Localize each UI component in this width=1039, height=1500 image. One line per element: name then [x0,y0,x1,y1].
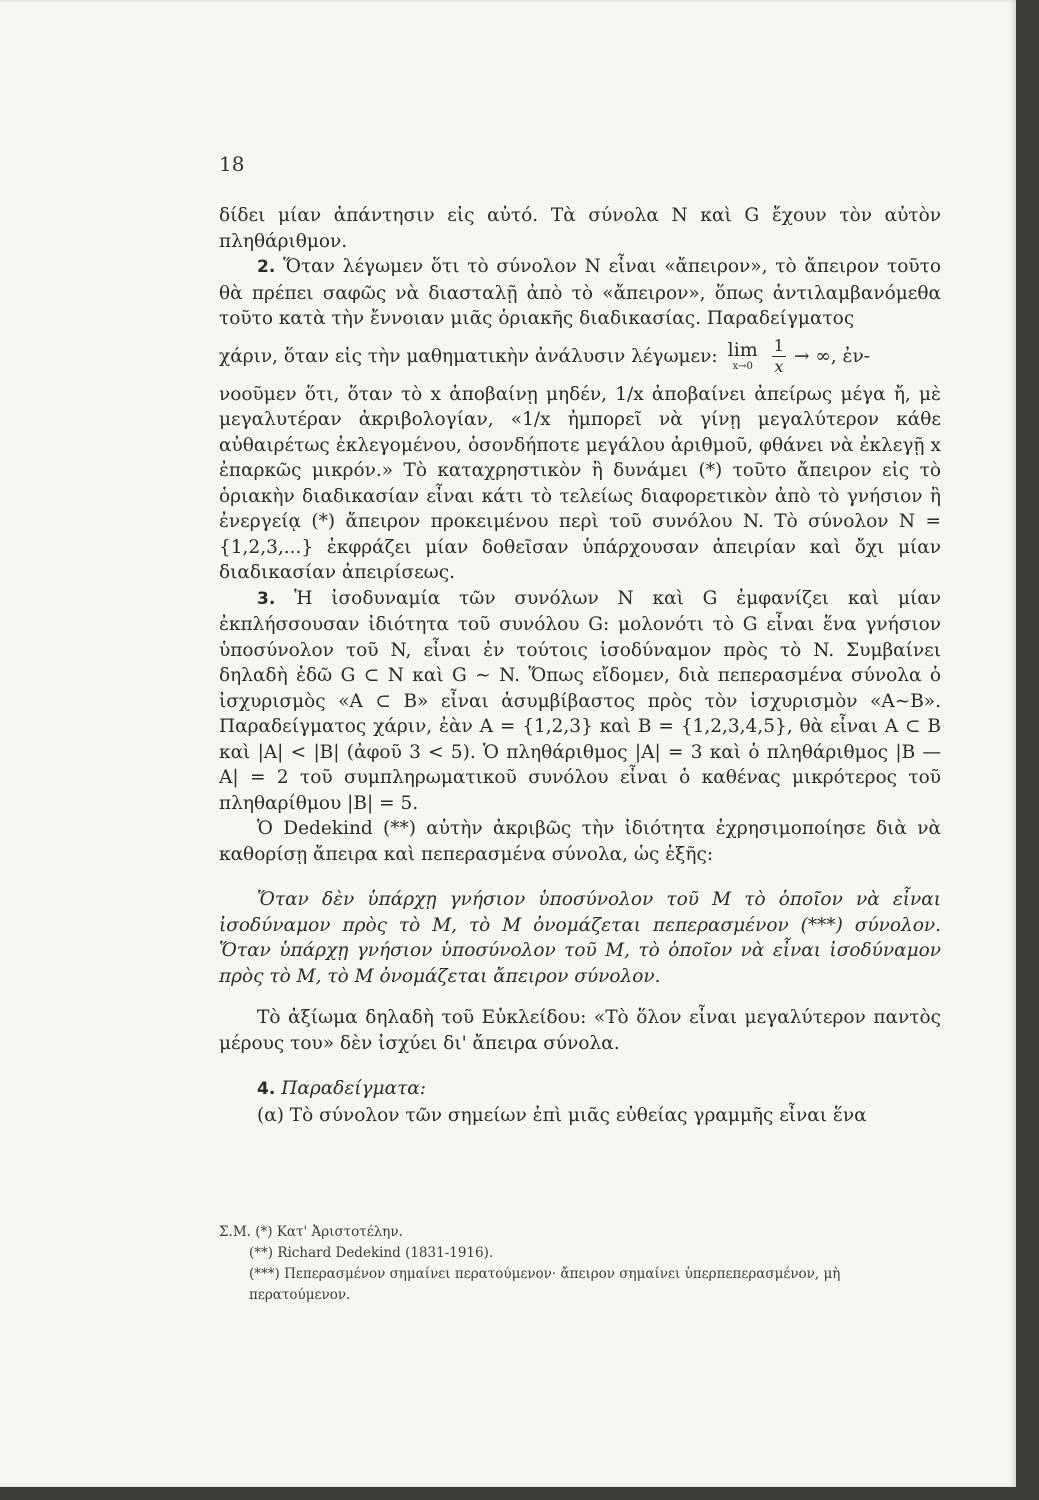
section-4-heading [219,1076,941,1103]
section-2-continuation: νοοῦμεν ὅτι, ὅταν τὸ x ἀποβαίνῃ μηδέν, 1/x ἀποβαίνει ἀπείρως μέγα ἤ, μὲ μεγαλυτέραν ἀκριβολογίαν, «1/x ἠμπορεῖ νὰ γίνῃ μεγαλύτερον κάθε αὐθαιρέτως ἐκλεγομένου, ὁσονδήποτε μεγάλου ἀριθμοῦ, φθάνει νὰ ἐκλεγῇ x ἐπαρκῶς μικρόν.» Τὸ καταχρηστικὸν ἢ δυνάμει (*) τοῦτο ἄπειρον εἰς τὸ ὁριακὴν διαδικασίαν εἶναι κάτι τὸ τελείως διαφορετικὸν ἀπὸ τὸ γνήσιον ἢ ἐνεργείᾳ (*) ἄπειρον προκειμένου περὶ τοῦ συνόλου N. Τὸ σύνολον N = {1,2,3,...} ἐκφράζει μίαν δοθεῖσαν ὑπάρχουσαν ἀπειρίαν καὶ ὄχι μίαν διαδικασίαν ἀπειρίσεως. [219,383,941,583]
lim-subscript: x→0 [732,361,753,372]
section-4-title: Παραδείγματα: [281,1078,427,1099]
fraction-numerator: 1 [773,336,784,355]
page-number: 18 [219,152,245,176]
section-2-paragraph [219,254,941,332]
example-a-paragraph: (α) Τὸ σύνολον τῶν σημείων ἐπὶ μιᾶς εὐθείας γραμμῆς εἶναι ἕνα [257,1104,867,1126]
fraction-denominator: x [774,357,784,376]
section-number: 3. [257,588,276,609]
footnote-1: Σ.Μ. (*) Κατ' Ἀριστοτέλην. [219,1224,403,1240]
section-number: 2. [257,257,276,277]
formula-lead-text: χάριν, ὅταν εἰς τὴν μαθηματικὴν ἀνάλυσιν λέγωμεν: [219,345,718,367]
footnotes [219,1222,944,1306]
section-number: 4. [257,1079,276,1099]
body-text [219,203,941,1128]
section-3-paragraph [219,586,941,817]
euclid-paragraph: Τὸ ἀξίωμα δηλαδὴ τοῦ Εὐκλείδου: «Τὸ ὅλον εἶναι μεγαλύτερον παντὸς μέρους του» δὲν ἰσχύει δι' ἄπειρα σύνολα. [219,1007,941,1054]
paragraph-continuation: δίδει μίαν ἀπάντησιν εἰς αὐτό. Τὰ σύνολα N καὶ G ἔχουν τὸν αὐτὸν πληθάριθμον. [219,205,941,252]
formula-tail-text: → ∞, ἐν- [793,345,870,367]
limit-expression [728,341,758,372]
section-3-text: Ἡ ἰσοδυναμία τῶν συνόλων N καὶ G ἐμφανίζει καὶ μίαν ἐκπλήσσουσαν ἰδιότητα τοῦ συνόλου G: μολονότι τὸ G εἶναι ἕνα γνήσιον ὑποσύνολον τοῦ N, εἶναι ἐν τούτοις ἰσοδύναμον πρὸς τὸ N. Συμβαίνει δηλαδὴ ἐδῶ G ⊂ N καὶ G ∼ N. Ὅπως εἴδομεν, διὰ πεπερασμένα σύνολα ὁ ἰσχυρισμὸς «A ⊂ B» εἶναι ἀσυμβίβαστος πρὸς τὸν ἰσχυρισμὸν «A∼B». Παραδείγματος χάριν, ἐὰν A = {1,2,3} καὶ B = {1,2,3,4,5}, θὰ εἶναι A ⊂ B καὶ |A| < |B| (ἀφοῦ 3 < 5). Ὁ πληθάριθμος |A| = 3 καὶ ὁ πληθάριθμος |B — A| = 2 τοῦ συμπληρωματικοῦ συνόλου εἶναι ὁ καθένας μικρότερος τοῦ πληθαρίθμου |B| = 5. [219,587,941,814]
footnote-3: (***) Πεπερασμένον σημαίνει περατούμενον· ἄπειρον σημαίνει ὑπερπεπερασμένον, μὴ περατούμενον. [249,1266,841,1303]
fraction [772,338,786,375]
section-2-text: Ὅταν λέγωμεν ὅτι τὸ σύνολον N εἶναι «ἄπειρον», τὸ ἄπειρον τοῦτο θὰ πρέπει σαφῶς νὰ διασταλῇ ἀπὸ τὸ «ἄπειρον», ὅπως ἀντιλαμβανόμεθα τοῦτο κατὰ τὴν ἔννοιαν μιᾶς ὁριακῆς διαδικασίας. Παραδείγματος [219,256,941,329]
footnote-2: (**) Richard Dedekind (1831-1916). [249,1245,494,1261]
limit-formula-line [219,332,941,382]
definition-paragraph: Ὅταν δὲν ὑπάρχῃ γνήσιον ὑποσύνολον τοῦ M τὸ ὁποῖον νὰ εἶναι ἰσοδύναμον πρὸς τὸ M, τὸ M ὀνομάζεται πεπερασμένον (***) σύνολον. Ὅταν ὑπάρχῃ γνήσιον ὑποσύνολον τοῦ M, τὸ ὁποῖον νὰ εἶναι ἰσοδύναμον πρὸς τὸ M, τὸ M ὀνομάζεται ἄπειρον σύνολον. [219,889,941,987]
dedekind-paragraph: Ὁ Dedekind (**) αὐτὴν ἀκριβῶς τὴν ἰδιότητα ἐχρησιμοποίησε διὰ νὰ καθορίσῃ ἄπειρα καὶ πεπερασμένα σύνολα, ὡς ἑξῆς: [219,818,941,865]
lim-word: lim [727,339,758,361]
